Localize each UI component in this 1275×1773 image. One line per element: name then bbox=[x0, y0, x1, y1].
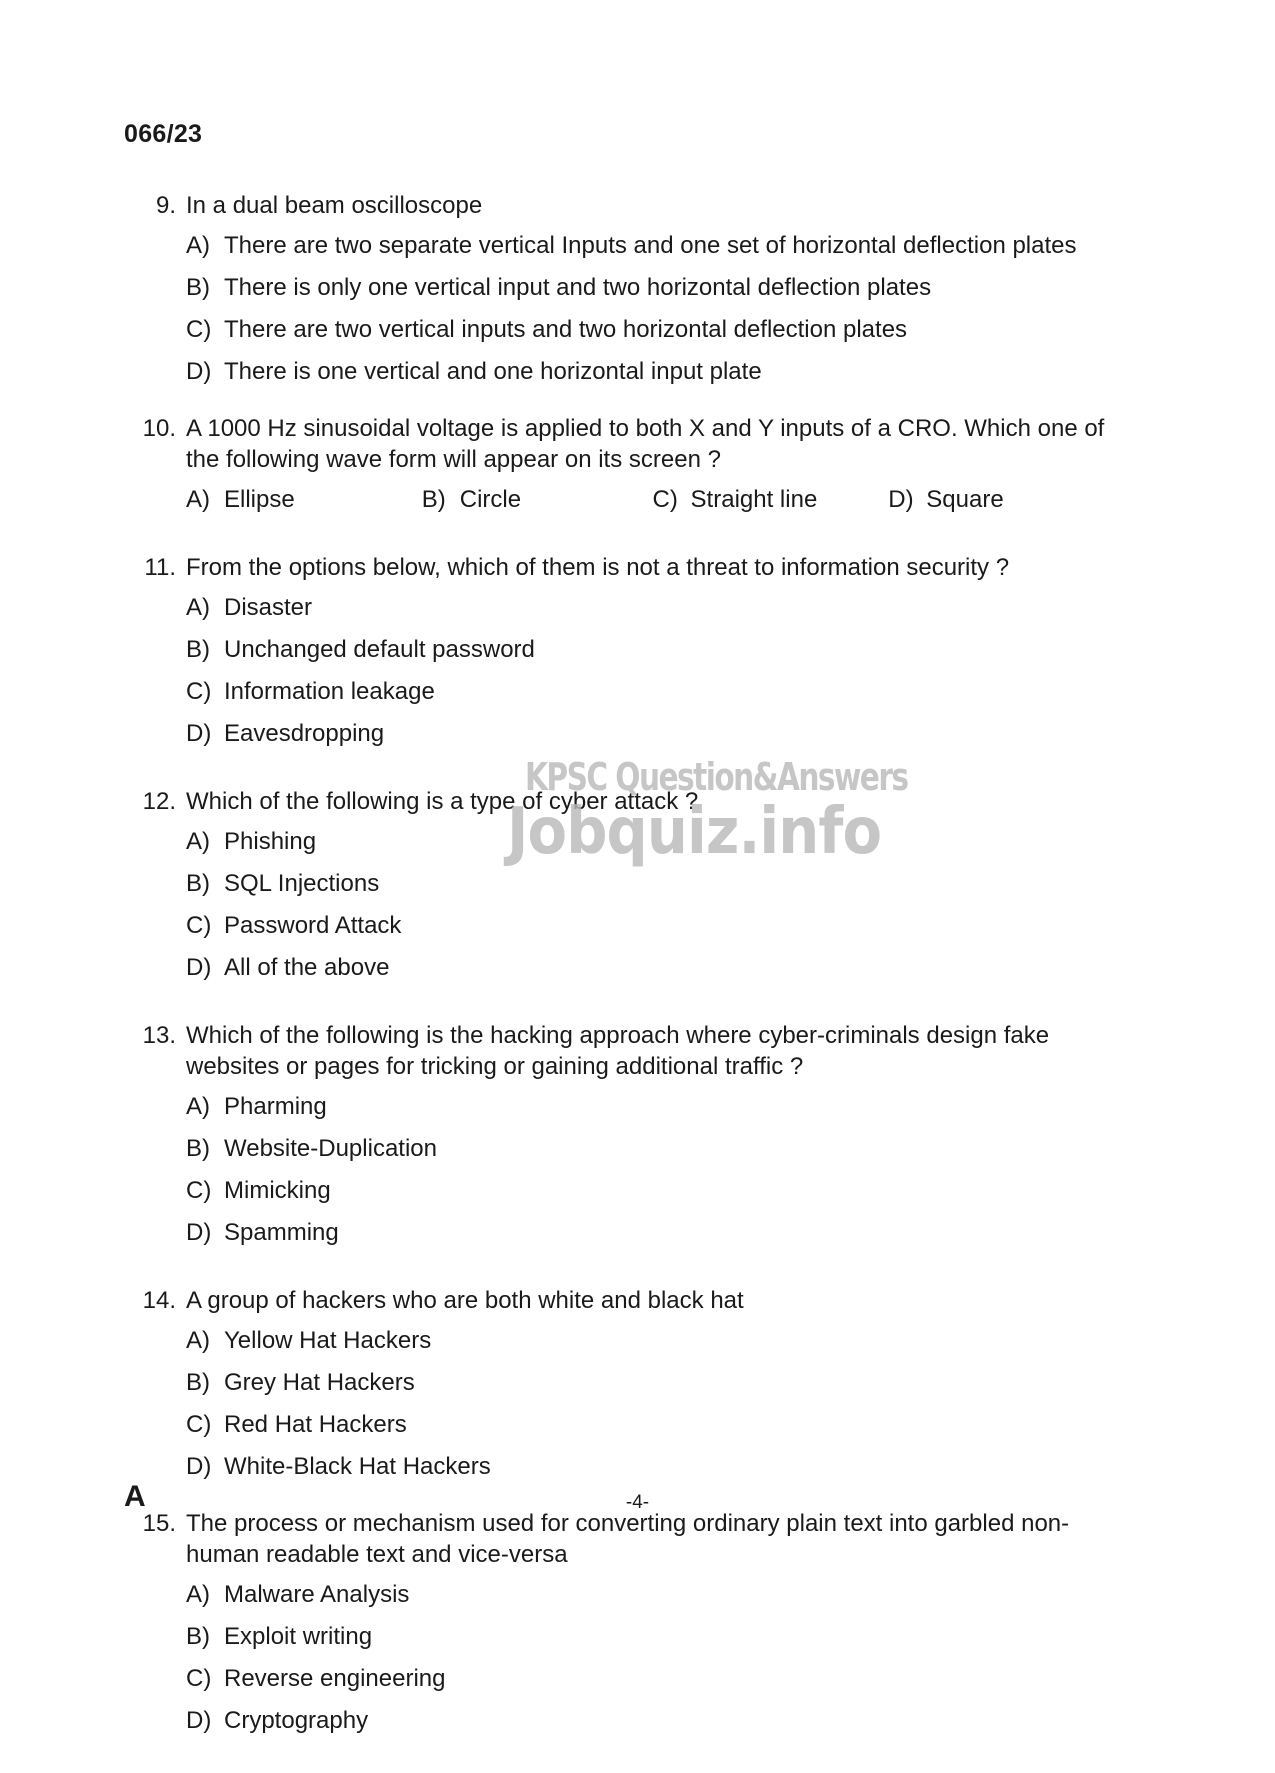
question-13 bbox=[124, 1020, 1124, 1259]
question-list bbox=[124, 190, 1124, 1773]
options bbox=[186, 230, 1124, 387]
option-c: C) Straight line bbox=[652, 486, 818, 513]
question-11 bbox=[124, 552, 1124, 760]
question-text: From the options below, which of them is not a threat to information security ? bbox=[186, 554, 1010, 581]
question-text: Which of the following is the hacking approach where cyber-criminals design fake websites or pages for tricking or gaining additional traffic ? bbox=[186, 1022, 1050, 1080]
question-number: 14. bbox=[142, 1287, 176, 1314]
option-b: B) There is only one vertical input and two horizontal deflection plates bbox=[186, 274, 932, 301]
option-a: A) Phishing bbox=[186, 828, 317, 855]
option-a: A) Malware Analysis bbox=[186, 1581, 410, 1608]
question-9 bbox=[124, 190, 1124, 387]
question-14 bbox=[124, 1285, 1124, 1482]
option-c: C) Red Hat Hackers bbox=[186, 1411, 407, 1438]
option-d: D) All of the above bbox=[186, 954, 390, 981]
option-b: B) Website-Duplication bbox=[186, 1135, 437, 1162]
question-number: 12. bbox=[142, 788, 176, 815]
options bbox=[186, 826, 1124, 994]
option-a: A) There are two separate vertical Inputs and one set of horizontal deflection plates bbox=[186, 232, 1077, 259]
option-b: B) Exploit writing bbox=[186, 1623, 373, 1650]
question-number: 15. bbox=[142, 1510, 176, 1537]
options bbox=[186, 484, 1124, 526]
page-number: -4- bbox=[625, 1492, 650, 1513]
question-number: 11. bbox=[144, 554, 176, 581]
option-b: B) SQL Injections bbox=[186, 870, 380, 897]
options bbox=[186, 592, 1124, 760]
question-12 bbox=[124, 786, 1124, 994]
option-a: A) Disaster bbox=[186, 594, 313, 621]
option-a: A) Ellipse bbox=[186, 486, 295, 513]
question-text: A group of hackers who are both white and black hat bbox=[186, 1287, 744, 1314]
question-number: 13. bbox=[142, 1022, 176, 1049]
option-a: A) Yellow Hat Hackers bbox=[186, 1327, 432, 1354]
options bbox=[186, 1579, 1124, 1747]
option-a: A) Pharming bbox=[186, 1093, 327, 1120]
options bbox=[186, 1325, 1124, 1482]
watermark-line-1: KPSC Question&Answers bbox=[525, 755, 908, 799]
option-c: C) Reverse engineering bbox=[186, 1665, 446, 1692]
option-c: C) Information leakage bbox=[186, 678, 435, 705]
option-d: D) White-Black Hat Hackers bbox=[186, 1453, 491, 1480]
option-d: D) Square bbox=[888, 486, 1004, 513]
question-number: 10. bbox=[142, 415, 176, 442]
watermark-line-2: Jobquiz.info bbox=[507, 795, 882, 869]
option-b: B) Unchanged default password bbox=[186, 636, 535, 663]
option-d: D) Spamming bbox=[186, 1219, 339, 1246]
option-b: B) Grey Hat Hackers bbox=[186, 1369, 415, 1396]
option-d: D) There is one vertical and one horizontal input plate bbox=[186, 358, 762, 385]
options bbox=[186, 1091, 1124, 1259]
option-b: B) Circle bbox=[421, 486, 522, 513]
question-number: 9. bbox=[155, 192, 176, 219]
option-d: D) Eavesdropping bbox=[186, 720, 385, 747]
option-c: C) Password Attack bbox=[186, 912, 402, 939]
question-10 bbox=[124, 413, 1124, 526]
option-d: D) Cryptography bbox=[186, 1707, 369, 1734]
question-text: A 1000 Hz sinusoidal voltage is applied to both X and Y inputs of a CRO. Which one of the following wave form will appear on its screen ? bbox=[186, 415, 1105, 473]
question-text: In a dual beam oscilloscope bbox=[186, 192, 483, 219]
series-letter: A bbox=[124, 1480, 146, 1513]
paper-code: 066/23 bbox=[124, 120, 203, 148]
option-c: C) There are two vertical inputs and two horizontal deflection plates bbox=[186, 316, 908, 343]
question-15 bbox=[124, 1508, 1124, 1747]
question-text: The process or mechanism used for converting ordinary plain text into garbled non-human readable text and vice-versa bbox=[186, 1510, 1070, 1568]
question-text: Which of the following is a type of cyber attack ? bbox=[186, 788, 699, 815]
option-c: C) Mimicking bbox=[186, 1177, 331, 1204]
